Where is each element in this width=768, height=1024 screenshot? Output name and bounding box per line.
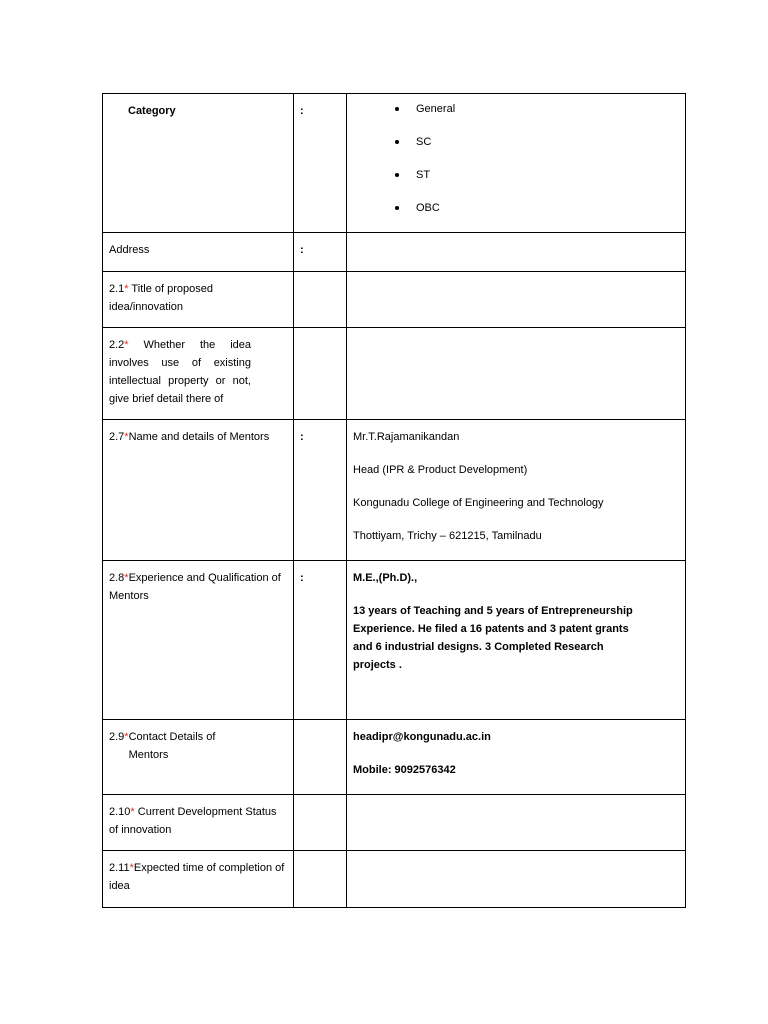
- completion-label-cell: [103, 851, 294, 908]
- category-option-general: General: [395, 100, 685, 118]
- required-star: *: [124, 431, 129, 443]
- title-label-cell: [103, 272, 294, 328]
- mentors-colon: :: [300, 431, 304, 443]
- experience-colon: :: [300, 572, 304, 584]
- required-star: *: [130, 806, 135, 818]
- mentor-college: Kongunadu College of Engineering and Technology: [353, 497, 604, 509]
- mentor-email: headipr@kongunadu.ac.in: [353, 731, 491, 743]
- address-colon-cell: [294, 233, 347, 272]
- category-label: Category: [128, 105, 176, 117]
- table-row-contact: [103, 720, 686, 795]
- mentors-colon-cell: [294, 420, 347, 561]
- required-star: *: [129, 862, 134, 874]
- status-number: 2.10: [109, 806, 131, 818]
- experience-number: 2.8: [109, 572, 125, 584]
- title-label-text: Title of proposed idea/innovation: [109, 283, 213, 313]
- mentors-value-cell: [347, 420, 686, 561]
- table-row-title: [103, 272, 686, 328]
- completion-value-cell: [347, 851, 686, 908]
- required-star: *: [124, 339, 129, 351]
- mentor-qualification: M.E.,(Ph.D).,: [353, 572, 418, 584]
- mentor-designation: Head (IPR & Product Development): [353, 464, 528, 476]
- category-colon: :: [300, 105, 304, 117]
- experience-value-cell: [347, 561, 686, 720]
- table-row-ip: [103, 328, 686, 420]
- contact-label-text: Contact Details of Mentors: [128, 731, 216, 761]
- completion-colon-cell: [294, 851, 347, 908]
- category-colon-cell: [294, 94, 347, 233]
- title-label: [103, 272, 293, 316]
- mentors-values: [347, 420, 685, 545]
- required-star: *: [124, 283, 129, 295]
- experience-values: [347, 561, 685, 674]
- completion-label: [103, 851, 293, 895]
- table-row-completion: [103, 851, 686, 908]
- table-row-category: [103, 94, 686, 233]
- status-value-cell: [347, 795, 686, 851]
- completion-label-text: Expected time of completion of idea: [109, 862, 285, 892]
- category-option-st: ST: [395, 166, 685, 184]
- contact-value-cell: [347, 720, 686, 795]
- table-row-experience: [103, 561, 686, 720]
- application-form-table: [102, 93, 686, 908]
- contact-values: [347, 720, 685, 779]
- completion-number: 2.11: [109, 862, 130, 874]
- required-star: *: [124, 572, 129, 584]
- ip-label-text: Whether the idea involves use of existing intellectual property or not, give brief detail there of: [109, 339, 251, 405]
- table-row-address: [103, 233, 686, 272]
- experience-colon-cell: [294, 561, 347, 720]
- address-label: Address: [109, 244, 150, 256]
- mentor-name: Mr.T.Rajamanikandan: [353, 431, 460, 443]
- category-options-cell: [347, 94, 686, 233]
- mentors-label: [103, 420, 293, 446]
- category-options-list: [347, 94, 685, 217]
- status-colon-cell: [294, 795, 347, 851]
- mentors-label-cell: [103, 420, 294, 561]
- title-colon-cell: [294, 272, 347, 328]
- contact-number: 2.9: [109, 731, 125, 743]
- contact-colon-cell: [294, 720, 347, 795]
- mentors-label-text: Name and details of Mentors: [128, 431, 270, 443]
- contact-label: [103, 720, 293, 764]
- required-star: *: [124, 731, 129, 743]
- category-label-cell: [103, 94, 294, 233]
- mentor-location: Thottiyam, Trichy – 621215, Tamilnadu: [353, 530, 542, 542]
- experience-label-text: Experience and Qualification of Mentors: [109, 572, 281, 602]
- mentor-mobile: Mobile: 9092576342: [353, 764, 456, 776]
- contact-label-cell: [103, 720, 294, 795]
- experience-label-cell: [103, 561, 294, 720]
- ip-value-cell: [347, 328, 686, 420]
- table-row-status: [103, 795, 686, 851]
- ip-label: [103, 328, 257, 408]
- address-value-cell: [347, 233, 686, 272]
- title-value-cell: [347, 272, 686, 328]
- ip-number: 2.2: [109, 339, 125, 351]
- experience-label: [103, 561, 293, 605]
- ip-label-cell: [103, 328, 294, 420]
- ip-colon-cell: [294, 328, 347, 420]
- title-number: 2.1: [109, 283, 125, 295]
- category-option-sc: SC: [395, 133, 685, 151]
- category-option-obc: OBC: [395, 199, 685, 217]
- mentors-number: 2.7: [109, 431, 125, 443]
- status-label-text: Current Development Status of innovation: [109, 806, 277, 836]
- address-label-cell: [103, 233, 294, 272]
- status-label: [103, 795, 293, 839]
- table-row-mentors: [103, 420, 686, 561]
- address-colon: :: [300, 244, 304, 256]
- status-label-cell: [103, 795, 294, 851]
- mentor-experience: 13 years of Teaching and 5 years of Entrepreneurship Experience. He filed a 16 patents and 3 patent grants and 6 industrial designs. 3 Completed Research projects .: [353, 605, 633, 671]
